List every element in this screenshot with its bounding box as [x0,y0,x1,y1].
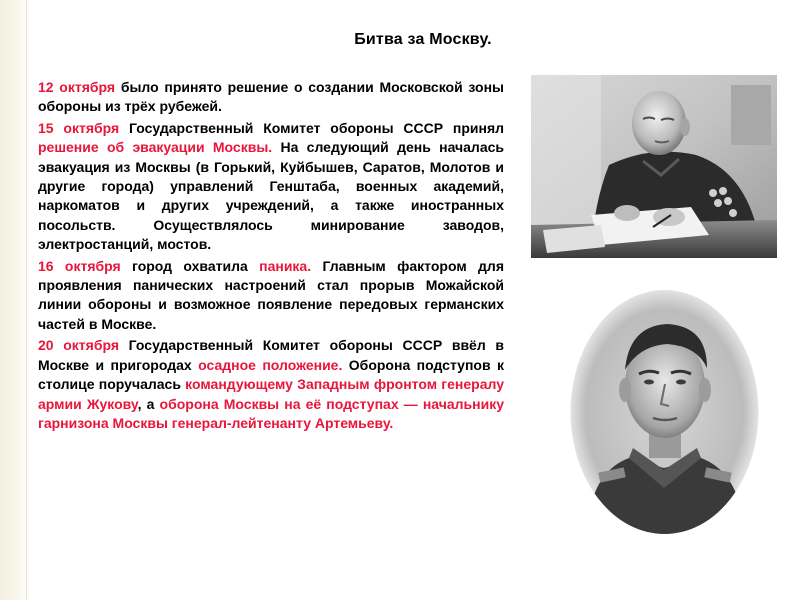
body-text-run: Оборона подступов к столице поручалась [38,356,505,393]
highlighted-text: 20 октября [38,337,120,354]
paragraph-4 [38,336,504,433]
body-text-run: было принято решение о создании Московской зоны обороны из трёх рубежей. [38,79,504,115]
body-text-run: На следующий день началась эвакуация из Москвы (в Горький, Куйбышев, Саратов, Молотов и другие города) управлений Генштаба, военных академий, наркоматов и других учреждений, а также иностранных посольств. Осуществлялось минирование заводов, электростанций, мостов. [38,139,504,253]
highlighted-text: 12 октября [38,79,116,95]
body-text-run: Государственный Комитет обороны СССР ввёл в Москве и пригородах [38,337,505,373]
paragraph-3 [38,257,504,335]
slide-body-text [38,78,504,435]
highlighted-text: 15 октября [38,119,120,136]
highlighted-text: командующему Западным фронтом генералу армии Жукову [38,376,504,412]
body-text-run: , а [137,395,160,412]
body-text-run: город охватила [120,257,260,274]
left-edge-line [26,0,27,600]
body-text-run: Главным фактором для проявления панических настроений стал прорыв Можайской линии обороны и возможное появление передовых германских частей в Москве. [38,257,504,332]
slide-title: Битва за Москву. [354,31,492,48]
highlighted-text: оборона Москвы на её подступах — начальнику гарнизона Москвы генерал-лейтенанту Артемьеву. [38,395,504,431]
paragraph-2 [38,119,504,255]
body-text-run: Государственный Комитет обороны СССР принял [119,119,504,136]
general-portrait-oval-photo [569,288,760,536]
seated-general-at-desk-photo [531,75,777,258]
highlighted-text: решение об эвакуации Москвы. [38,139,273,156]
paragraph-1 [38,78,504,117]
highlighted-text: осадное положение. [198,356,343,373]
highlighted-text: 16 октября [38,257,121,274]
highlighted-text: паника. [259,257,312,274]
